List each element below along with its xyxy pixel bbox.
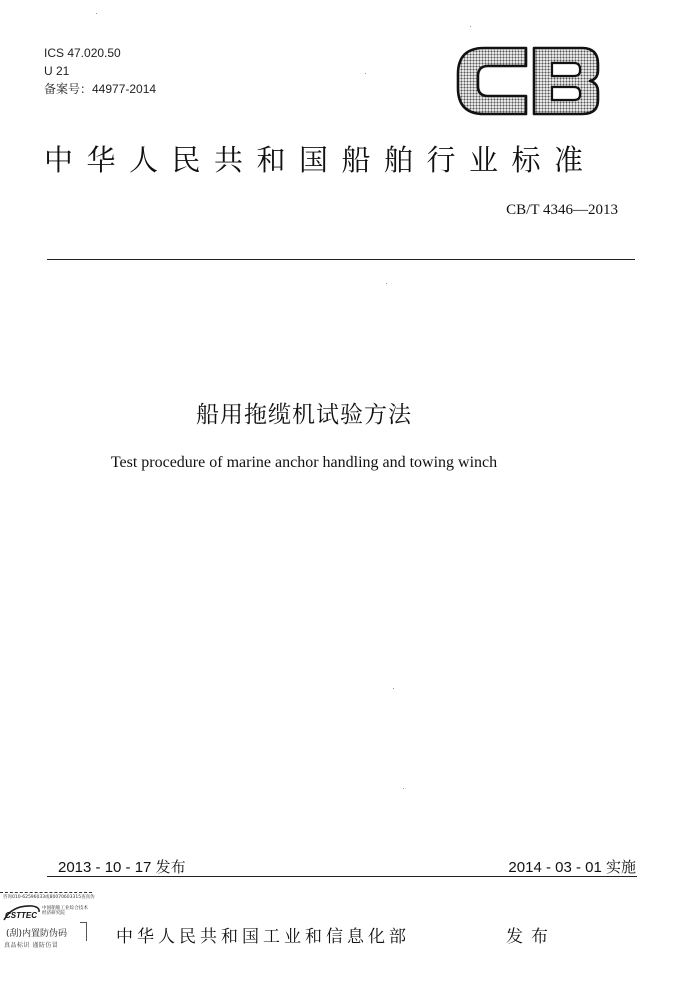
label-bracket	[80, 922, 87, 941]
ccs-code: U 21	[44, 64, 70, 78]
title-english: Test procedure of marine anchor handling and towing winch	[110, 454, 498, 471]
scan-speck	[365, 73, 366, 74]
label-organization: 中国船舶工业综合技术经济研究院	[42, 906, 88, 917]
bottom-divider	[47, 876, 637, 877]
publisher-name: 中华人民共和国工业和信息化部	[116, 927, 410, 947]
scan-speck	[470, 26, 471, 27]
label-code-text: (刮)内置防伪码	[6, 929, 68, 939]
publish-action: 发布	[506, 927, 556, 947]
standard-code: CB/T 4346—2013	[506, 202, 618, 218]
filing-number: 备案号：44977-2014	[44, 82, 157, 96]
label-brand: CSTTEC	[5, 911, 37, 920]
label-authentic-text: 真品标识 谨防仿冒	[4, 942, 59, 949]
standard-category: 中华人民共和国船舶行业标准	[44, 143, 597, 177]
security-label	[0, 892, 95, 952]
label-cut-line	[0, 892, 92, 893]
issue-date: 2013 - 10 - 17 发布	[58, 859, 186, 876]
scan-speck	[96, 13, 97, 14]
label-verify-text: 咨询010-62596033或80070603315查真伪	[3, 895, 95, 900]
title-chinese: 船用拖缆机试验方法	[196, 402, 412, 428]
scan-speck	[393, 688, 394, 689]
top-divider	[47, 259, 635, 260]
csttec-logo-icon	[2, 903, 42, 927]
header-meta	[44, 44, 156, 98]
scan-speck	[403, 788, 404, 789]
implementation-date: 2014 - 03 - 01 实施	[508, 859, 636, 876]
ics-code: ICS 47.020.50	[44, 46, 121, 60]
scan-speck	[386, 283, 387, 284]
cb-logo-icon	[454, 44, 602, 122]
